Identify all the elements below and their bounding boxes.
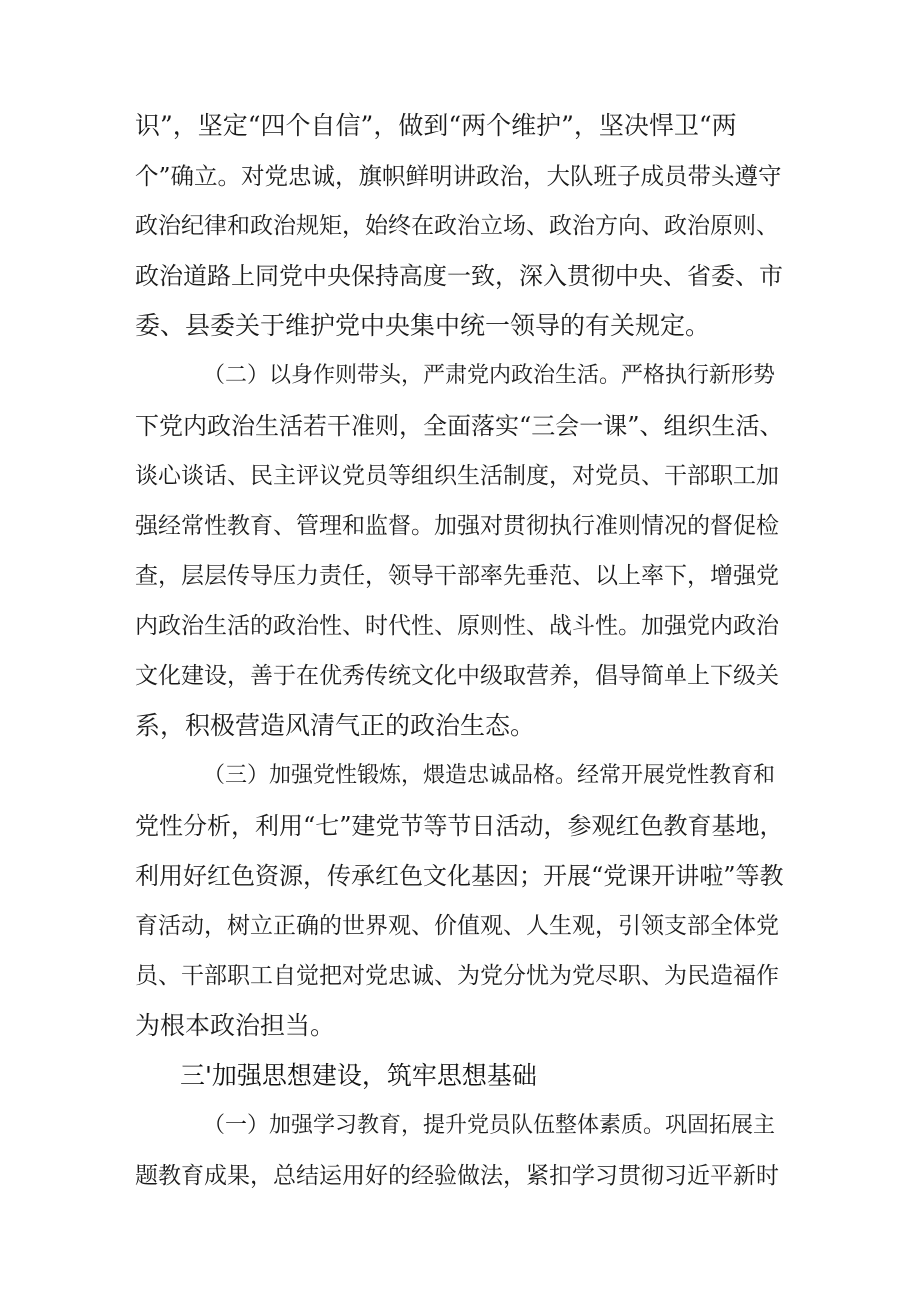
paragraph-start-line: （一）加强学习教育，提升党员队伍整体素质。巩固拓展主 — [203, 1113, 776, 1138]
text-line: 系，积极营造风清气正的政治生态。 — [135, 711, 536, 740]
text-line: 政治纪律和政治规矩，始终在政治立场、政治方向、政治原则、 — [135, 213, 779, 239]
text-line: 个”确立。对党忠诚，旗帜鲜明讲政治，大队班子成员带头遵守 — [135, 162, 782, 190]
text-line: 文化建设，善于在优秀传统文化中级取营养，倡导简单上下级关 — [135, 663, 779, 689]
text-line: 党性分析，利用“七”建党节等节日活动，参观红色教育基地， — [135, 812, 784, 840]
paragraph-start-line: （二）以身作则带头，严肃党内政治生活。严格执行新形势 — [203, 363, 776, 388]
text-line: 育活动，树立正确的世界观、价值观、人生观，引领支部全体党 — [135, 913, 779, 939]
text-line: 强经常性教育、管理和监督。加强对贯彻执行准则情况的督促检 — [135, 513, 779, 539]
text-line: 内政治生活的政治性、时代性、原则性、战斗性。加强党内政治 — [135, 613, 779, 639]
section-heading: 三'加强思想建设，筑牢思想基础 — [180, 1061, 537, 1090]
text-line: 政治道路上同党中央保持高度一致，深入贯彻中央、省委、市 — [135, 262, 783, 290]
paragraph-start-line: （三）加强党性锻炼，煨造忠诚品格。经常开展党性教育和 — [203, 763, 776, 788]
text-line: 利用好红色资源，传承红色文化基因；开展“党课开讲啦”等教 — [135, 862, 784, 890]
text-line: 员、干部职工自觉把对党忠诚、为党分忧为党尽职、为民造福作 — [135, 963, 779, 989]
text-line: 下党内政治生活若干准则，全面落实“三会一课”、组织生活、 — [135, 412, 784, 440]
text-line: 查，层层传导压力责任，领导干部率先垂范、以上率下，增强党 — [135, 563, 779, 589]
text-line: 识”，坚定“四个自信”，做到“两个维护”，坚决悍卫“两 — [135, 111, 737, 140]
text-line: 谈心谈话、民主评议党员等组织生活制度，对党员、干部职工加 — [135, 463, 779, 489]
text-line: 为根本政治担当。 — [135, 1011, 336, 1040]
text-line: 题教育成果，总结运用好的经验做法，紧扣学习贯彻习近平新时 — [135, 1163, 779, 1189]
text-line: 委、县委关于维护党中央集中统一领导的有关规定。 — [135, 311, 711, 340]
